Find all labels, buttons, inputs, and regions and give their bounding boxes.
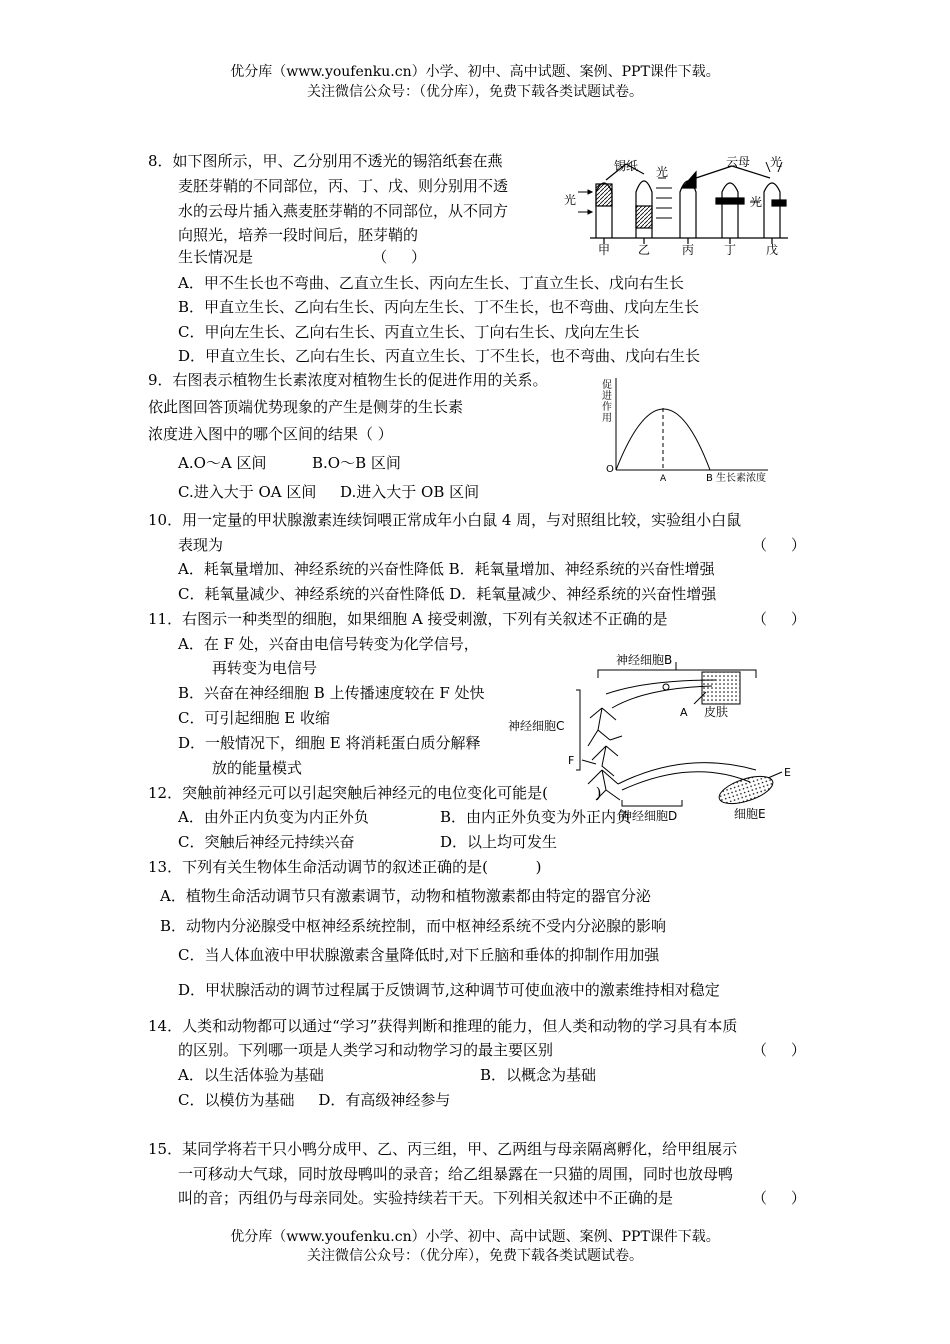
header-line-1: 优分库（www.youfenku.cn）小学、初中、高中试题、案例、PPT课件下载。 — [230, 64, 720, 80]
q12-option-b: B．由内正外负变为外正内负 — [440, 808, 632, 826]
mica-label: 云母 — [726, 155, 751, 169]
q11-bracket: （ ） — [752, 610, 806, 628]
q9-option-a: A.O～A 区间 — [178, 454, 267, 472]
q12-option-a: A．由外正内负变为内正外负 — [178, 808, 369, 826]
q15-line-2: 一可移动大气球，同时放母鸭叫的录音；给乙组暴露在一只猫的周围，同时也放母鸭 — [178, 1165, 734, 1183]
label-wu: 戊 — [766, 243, 779, 256]
q15-line-3: 叫的音；丙组仍与母亲同处。实验持续若干天。下列相关叙述中不正确的是 — [178, 1189, 674, 1207]
q10-line-1: 10．用一定量的甲状腺激素连续饲喂正常成年小白鼠 4 周，与对照组比较，实验组小白鼠 — [148, 511, 742, 529]
q10-line-2: 表现为 — [178, 536, 224, 554]
label-bing: 丙 — [682, 243, 695, 256]
q9-option-d: D.进入大于 OB 区间 — [340, 483, 480, 501]
q15-bracket: （ ） — [752, 1189, 806, 1207]
q8-option-c: C．甲向左生长、乙向右生长、丙直立生长、丁向右生长、戊向左生长 — [178, 323, 640, 341]
q8-option-a: A．甲不生长也不弯曲、乙直立生长、丙向左生长、丁直立生长、戊向右生长 — [178, 274, 684, 292]
q11-option-a-1: A．在 F 处，兴奋由电信号转变为化学信号， — [178, 635, 479, 653]
q8-option-d: D．甲直立生长、乙向右生长、丙直立生长、丁不生长，也不弯曲、戊向右生长 — [178, 347, 701, 365]
q14-option-cd: C．以模仿为基础 D．有高级神经参与 — [178, 1091, 451, 1109]
q9-line-1: 9．右图表示植物生长素浓度对植物生长的促进作用的关系。 — [148, 371, 548, 389]
q9-option-c: C.进入大于 OA 区间 — [178, 483, 317, 501]
skin-label: 皮肤 — [704, 705, 729, 719]
q12-option-c: C．突触后神经元持续兴奋 — [178, 833, 355, 851]
q12-line: 12．突触前神经元可以引起突触后神经元的电位变化可能是( ) — [148, 784, 602, 802]
y-label-1: 促 — [602, 380, 612, 391]
q12-option-d: D．以上均可发生 — [440, 833, 558, 851]
light-label-wu-side: 光 — [750, 195, 763, 209]
label-jia: 甲 — [598, 243, 611, 256]
point-b-label: B — [706, 473, 713, 484]
q10-options-cd: C．耗氧量减少、神经系统的兴奋性降低 D．耗氧量减少、神经系统的兴奋性增强 — [178, 585, 717, 603]
label-ding: 丁 — [724, 243, 737, 256]
q8-line-3: 水的云母片插入燕麦胚芽鞘的不同部位，从不同方 — [178, 202, 509, 220]
q9-line-3: 浓度进入图中的哪个区间的结果（ ） — [148, 425, 393, 443]
q15-line-1: 15．某同学将若干只小鸭分成甲、乙、丙三组，甲、乙两组与母亲隔离孵化，给甲组展示 — [148, 1140, 738, 1158]
q9-option-b: B.O～B 区间 — [312, 454, 401, 472]
q14-option-a: A．以生活体验为基础 — [178, 1066, 324, 1084]
foil-label: 锡纸 — [614, 159, 639, 173]
q13-option-a: A．植物生命活动调节只有激素调节，动物和植物激素都由特定的器官分泌 — [160, 887, 651, 905]
point-f-label: F — [568, 754, 575, 767]
q11-option-d-2: 放的能量模式 — [212, 759, 303, 777]
point-e-label: E — [784, 766, 791, 779]
q9-line-2: 依此图回答顶端优势现象的产生是侧芽的生长素 — [148, 398, 464, 416]
light-label-jia: 光 — [564, 193, 577, 207]
q14-line-2: 的区别。下列哪一项是人类学习和动物学习的最主要区别 — [178, 1041, 554, 1059]
q11-option-a-2: 再转变为电信号 — [212, 659, 318, 677]
q13-option-d: D．甲状腺活动的调节过程属于反馈调节,这种调节可使血液中的激素维持相对稳定 — [178, 981, 720, 999]
light-label-wu-top: 光 — [770, 155, 783, 169]
q11-line: 11．右图示一种类型的细胞，如果细胞 A 接受刺激，下列有关叙述不正确的是 — [148, 610, 668, 628]
point-a-label: A — [680, 706, 688, 719]
q8-line-1: 8．如下图所示，甲、乙分别用不透光的锡箔纸套在燕 — [148, 152, 503, 170]
q8-line-4: 向照光，培养一段时间后，胚芽鞘的 — [178, 226, 419, 244]
auxin-curve-figure — [598, 374, 778, 486]
q14-line-1: 14．人类和动物都可以通过“学习”获得判断和推理的能力，但人类和动物的学习具有本质 — [148, 1017, 738, 1035]
q13-line: 13．下列有关生物体生命活动调节的叙述正确的是( ) — [148, 858, 542, 876]
q13-option-c: C．当人体血液中甲状腺激素含量降低时,对下丘脑和垂体的抑制作用加强 — [178, 946, 660, 964]
q14-bracket: （ ） — [752, 1041, 806, 1059]
q11-option-d-1: D．一般情况下，细胞 E 将消耗蛋白质分解释 — [178, 734, 481, 752]
q8-option-b: B．甲直立生长、乙向右生长、丙向左生长、丁不生长，也不弯曲、戊向左生长 — [178, 298, 700, 316]
q13-option-b: B．动物内分泌腺受中枢神经系统控制，而中枢神经系统不受内分泌腺的影响 — [160, 917, 667, 935]
label-yi: 乙 — [638, 243, 651, 256]
neuron-d-label: 神经细胞D — [620, 809, 678, 822]
y-label-2: 进 — [602, 391, 612, 402]
neuron-b-label: 神经细胞B — [616, 653, 673, 667]
q11-option-c: C．可引起细胞 E 收缩 — [178, 709, 330, 727]
q8-line-5: 生长情况是 （ ） — [178, 248, 427, 266]
y-label-3: 作 — [602, 402, 612, 413]
y-label-4: 用 — [602, 413, 612, 424]
header-line-2: 关注微信公众号：（优分库），免费下载各类试题试卷。 — [307, 84, 643, 100]
q14-option-b: B．以概念为基础 — [480, 1066, 597, 1084]
x-axis-label: 生长素浓度 — [716, 473, 766, 484]
cell-e-label: 细胞E — [734, 807, 766, 821]
neuron-c-label: 神经细胞C — [508, 719, 565, 733]
point-a-label: A — [660, 474, 667, 484]
footer-line-2: 关注微信公众号：（优分库），免费下载各类试题试卷。 — [307, 1248, 643, 1264]
q11-option-b: B．兴奋在神经细胞 B 上传播速度较在 F 处快 — [178, 684, 485, 702]
q10-options-ab: A．耗氧量增加、神经系统的兴奋性降低 B．耗氧量增加、神经系统的兴奋性增强 — [178, 560, 715, 578]
light-label-bing: 光 — [656, 165, 669, 179]
coleoptile-figure — [560, 152, 800, 256]
q10-bracket: （ ） — [752, 536, 806, 554]
footer-line-1: 优分库（www.youfenku.cn）小学、初中、高中试题、案例、PPT课件下载。 — [230, 1229, 720, 1245]
q8-line-2: 麦胚芽鞘的不同部位，丙、丁、戊、则分别用不透 — [178, 177, 509, 195]
origin-label: O — [606, 464, 614, 475]
